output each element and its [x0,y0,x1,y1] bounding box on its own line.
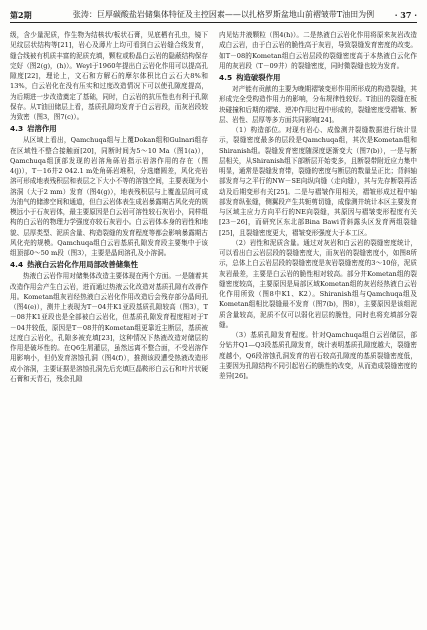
page-number: · 37 · [394,10,417,20]
section-heading-4-5 [219,72,417,83]
section-title: 热液白云岩化作用局部改善储集性 [27,260,138,270]
body-paragraph: 对产能有贡献的主要为晚期褶皱变形作用所形成的构造裂缝，其形成完全受构造作用力的影响，分布规律性较好。T油田的裂缝在板块碰撞和后期的褶皱、逆冲作用过程中形成的，裂缝密度受褶皱、断层、岩性、层厚等多方面共同影响[24]。 [219,85,417,124]
section-title: 岩溶作用 [27,124,57,134]
section-number: 4.5 [219,73,233,82]
body-paragraph: （1）构造部位。对现有岩心、成像测井裂缝数据进行统计显示，裂缝密度最多的层段是Qamchuqa组，其次是Kometan组和Shiranish组。裂缝发育密度随深度逐渐变大（图7(b)），一是与断层相关，从Shiranish组下部断层开始变多，且断裂带附近应力集中明显，通常是裂缝发育带，裂缝的密度与断层的数量呈正比；背斜轴部发育与之平行的NW－SE向纵向缝（走向缝），其与先存断裂再活动及后期变形有关[25]。二是与褶皱作用相关，褶皱形成过程中轴部发育纵张缝，侧翼段产生共轭剪切缝，成像测井统计本区主要发育与区域主应力方向平行的NE向裂缝，其原因与褶皱变形程度有关[23－26]，而研究区东北部Bina Bawi背斜露头区发育两组裂缝[25]，且裂缝密度更大，褶皱变形强度大于本工区。 [219,126,417,237]
body-paragraph: 级，含少量泥质，作生物为结核状/板状石膏，见底栖有孔虫，镜下见纹层状结构等[21]，岩心及薄片上均可看到白云岩缝合线发育，缝合线被有机质丰富的泥质充填，颗粒或粉晶白云岩的隐蔽结构保存完好（图2(g)，(h)）。Weyl于1960年提出白云岩化作用可以提高孔隙度[22]，理论上，文石和方解石的摩尔体积比白云石大8%和13%，白云岩化在没有压实和过度改造情况下可以使孔隙度提高，为后期进一步改造奠定了基础，同时，白云岩的抗压性也有利于孔隙保存。从T油田储层上看，基质孔隙均发育于白云岩段，而灰岩段较为致密（图3，图7(c)）。 [10,31,208,121]
section-number: 4.3 [10,124,24,134]
left-column [10,30,208,624]
body-paragraph: 热液白云岩作用对储集体改造主要体现在两个方面。一是随着其改造作用会产生白云岩，进而通过热液云化改造对基质孔隙有改善作用。Kometan组灰岩经热液白云岩化作用改造后会残存部分晶间孔（图4(e)），测井上表现为T－04井K1亚段基质孔隙较高（图3），T－08井K1亚段也是全部被白云岩化，但基质孔隙发育程度相对于T－04井较低，原因是T－08井的Kometan组更靠近主断层，基质被过度白云岩化，孔隙多被充填[23]，这种情况下热液改造对储层的作用是破坏性的。在Q6生屑灌层，虽然远离不整合面，不受岩溶作用影响小，但仍发育溶蚀孔洞（图4(f)），推测该段遭受热液改造形成小溶洞，主要证据是溶蚀孔洞先后充填巨晶鞍形白云石和叶片状硬石膏和天青石，残余孔隙 [10,272,208,383]
body-paragraph: 从区域上看出，Qamchuqa组与上覆Dokan组和Gulnari组存在区域性不整合接触面[20]，同断时间为5～10 Ma（图1(a)），Qamchuqa组顶部发现的岩溶角砾岩指示岩溶作用的存在（图4(j)），T－16井2 042.1 m处角砾岩堆积，分选磨圆差，风化壳岩溶可形成地表残积层和表层之下大小不等的溶蚀空间，主要表现为小溶洞（大于2 mm）发育（图4(g)），地表残积层与上覆盖层间可成为油气的储渗空间和通道，但白云岩体表生成岩暴露期古风化壳的规模远小于石灰岩体，最主要原因是白云岩可溶性较石灰岩小，同样组构的白云岩的物理力学强度亦较石灰岩小。白云岩体本身的岩性和地貌、层厚类型、泥质含量、构造裂缝的发育程度等都会影响暴露期古风化壳的规模。Qamchuqa组白云岩基质孔隙发育段主要集中于该组顶部0～50 m段（图3），主要是晶间溶孔及小溶洞。 [10,136,208,257]
body-paragraph: 内见钻井液颗粒（图4(h)）。二是热液白云岩化作用将原来灰岩改造成白云岩，由于白云岩的脆性高于灰岩，导致裂缝发育密度的改变。如T－08的Kometan组白云岩层段的裂缝密度高于本热液白云化作用的灰岩段（T－09井）的裂缝密度，同时微裂缝也较为发育。 [219,31,417,70]
body-paragraph: （2）岩性和泥质含量。通过对灰岩和白云岩的裂缝密度统计，可以看出白云岩层段的裂缝密度大，而灰岩的裂缝密度小，如图8所示，总体上白云岩层段的裂缝密度是灰岩裂缝密度的3～10倍，泥质灰岩最差，主要是白云岩的脆性相对较高。部分井Kometan组的裂缝密度较高，主要原因是局部区域Kometan组的灰岩经热液白云岩化作用所致（图8中K1、K2）。Shiranish组与Qamchuqa组及Kometan组相比裂缝最不发育（图7(b)，图8），主要原因是该组泥质含量较高，泥质不仅可以弱化岩层的脆性，同时也将充填部分裂缝。 [219,238,417,329]
right-column [219,30,417,624]
running-header [10,8,417,23]
body-paragraph: （3）基质孔隙发育程度。针对Qamchuqa组白云岩储层，部分钻井Q1—Q3段基质孔隙发育，统计表明基质孔隙度越大，裂缝密度越小，Q6段溶蚀孔洞发育的岩石较高孔隙度的基质裂缝密度低，主要因为孔隙结构不同引起岩石的脆性的改变，从而造成裂缝密度的差异[26]。 [219,331,417,380]
section-title: 构造破裂作用 [236,73,281,82]
issue-number: 第2期 [10,10,32,20]
section-heading-4-4 [10,259,208,270]
section-heading-4-3 [10,123,208,134]
running-title: 张涛：巨厚碳酸盐岩储集体特征及主控因素——以扎格罗斯盆地山前褶皱带T油田为例 [72,10,375,19]
section-number: 4.4 [10,260,24,270]
